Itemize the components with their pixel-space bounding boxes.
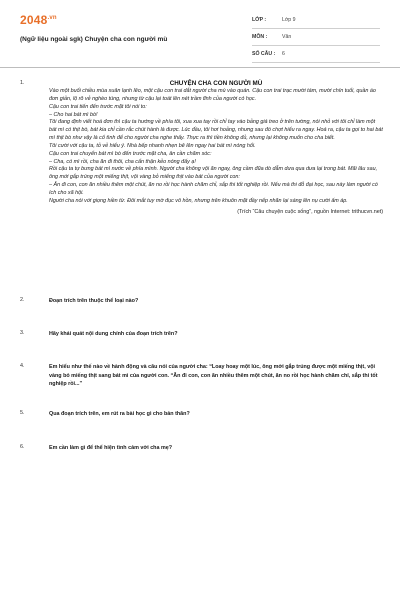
- passage-paragraph: – Ăn đi con, con ăn nhiều thêm một chút, ăn no rồi học hành chăm chỉ, sắp thi tốt nghiệp rồi. Nếu mà thi đỗ đại học, sau này làm người có ích cho xã hội.: [49, 182, 378, 196]
- question-number: 3.: [20, 330, 25, 336]
- passage-paragraph: – Cho hai bát mì bò!: [49, 111, 98, 118]
- question-4: [20, 363, 392, 389]
- passage-paragraph: Tôi cười với cậu ta, tỏ vẻ hiểu ý. Nhà bếp nhanh nhẹn bê lên ngay hai bát mì nóng hổi.: [49, 142, 256, 149]
- question-number: 2.: [20, 297, 25, 303]
- passage-paragraph: – Cha, có mì rồi, cha ăn đi thôi, cha cẩn thận kẻo nóng đấy ạ!: [49, 158, 196, 165]
- logo-tld: .vn: [47, 15, 57, 21]
- passage-paragraph: Cậu con trai tiến đến trước mặt tôi nói to:: [49, 103, 147, 110]
- question-6: [20, 444, 392, 453]
- meta-value: 6: [282, 51, 285, 57]
- meta-row-class: [252, 12, 380, 29]
- meta-row-question-count: [252, 46, 380, 63]
- question-number: 5.: [20, 410, 25, 416]
- question-text: Em cần làm gì để thể hiện tình cảm với cha mẹ?: [49, 445, 173, 451]
- passage-paragraph: Người cha nói với giọng hiền từ. Đôi mắt tuy mờ đục vô hồn, nhưng trên khuôn mặt đầy nếp nhăn lại sáng lên nụ cười ấm áp.: [49, 197, 348, 204]
- question-text: Hãy khái quát nội dung chính của đoạn trích trên?: [49, 331, 178, 337]
- passage-paragraph: Vào một buổi chiều mùa xuân lạnh lẽo, một cậu con trai dắt người cha mù vào quán. Cậu con trai trạc mười tám, mười chín tuổi, quần áo đơn giản, lộ rõ vẻ nghèo túng, nhưng từ cậu lại toát lên nét trầm tĩnh của người có học.: [49, 88, 376, 102]
- logo-text: 2048: [20, 13, 48, 27]
- question-number: 4.: [20, 363, 25, 369]
- question-1: [20, 80, 392, 215]
- header-divider: [0, 67, 400, 68]
- site-logo[interactable]: [20, 13, 57, 27]
- passage-paragraph: Tôi đang định viết hoá đơn thì cậu ta hướng về phía tôi, xua xua tay rồi chỉ tay vào bảng giá treo ở trên tường, nói nhỏ với tôi chỉ làm một bát mì có thịt bò, bát kia chỉ cần rắc chút hành là được. Lúc đầu, tôi hơi hoảng, nhưng sau đó chợt hiểu ra ngay. Hoá ra, cậu ta gọi to hai bát mì thịt bò như vậy là cố tình để cho người cha nghe thấy. Thực ra thì tiền không đủ, nhưng lại không muốn cho cha biết.: [49, 119, 383, 142]
- meta-label: LỚP :: [252, 17, 267, 23]
- passage-text: [49, 88, 383, 206]
- passage-source: (Trích “Câu chuyện cuộc sống”, nguồn Internet: trithucvn.net): [237, 208, 383, 215]
- passage-title: CHUYỆN CHA CON NGƯỜI MÙ: [169, 80, 263, 87]
- passage-paragraph: Rồi cậu ta tự bưng bát mì nước về phía mình. Người cha không vội ăn ngay, ông cầm đũa dò dẫm dưa qua dưa lại trong bát. Mãi lâu sau, ông mới gắp trúng một miếng thịt, vội vàng bỏ miếng thịt vào bát của người con:: [49, 166, 378, 181]
- meta-label: SỐ CÂU :: [252, 51, 276, 57]
- document-title: (Ngữ liệu ngoài sgk) Chuyện cha con người mù: [20, 36, 168, 43]
- question-number: 1.: [20, 80, 25, 86]
- passage-paragraph: Cậu con trai chuyển bát mì bò đến trước mặt cha, ân cần chăm sóc:: [49, 150, 212, 157]
- question-text: Qua đoạn trích trên, em rút ra bài học gì cho bản thân?: [49, 411, 190, 417]
- question-5: [20, 410, 392, 419]
- question-number: 6.: [20, 444, 25, 450]
- meta-row-subject: [252, 29, 380, 46]
- meta-value: Lớp 9: [282, 17, 296, 23]
- meta-value: Văn: [282, 34, 292, 40]
- question-2: [20, 297, 392, 306]
- document-meta: [252, 12, 380, 63]
- meta-label: MÔN :: [252, 34, 268, 40]
- question-text: Đoạn trích trên thuộc thể loại nào?: [49, 298, 139, 304]
- question-text: Em hiểu như thế nào về hành động và câu nói của người cha: “Loay hoay một lúc, ông mới gắp trúng được một miếng thịt, vội vàng bỏ miếng thịt sang bát mì của người con. “Ăn đi con, con ăn nhiều thêm một chút, ăn no rồi học hành chăm chỉ, sắp thi tốt nghiệp rồi...”: [49, 364, 378, 387]
- question-3: [20, 330, 392, 339]
